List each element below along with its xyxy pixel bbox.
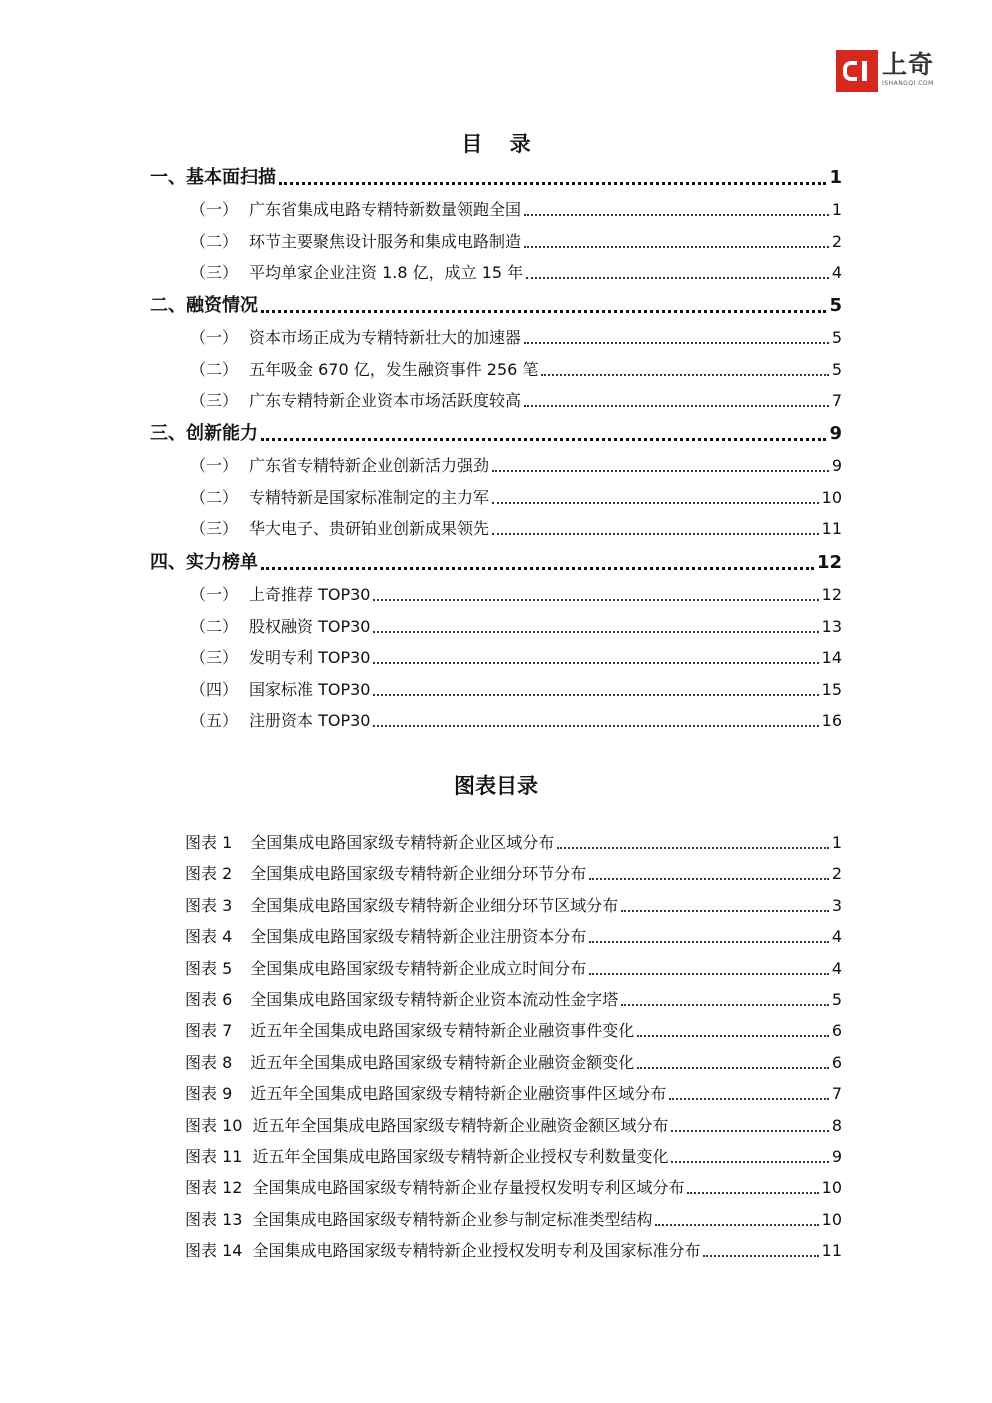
toc-subsection-text: 上奇推荐 TOP30 <box>249 585 371 604</box>
toc-page-number: 16 <box>821 711 842 730</box>
dot-leader <box>671 1161 828 1163</box>
toc-subsection-label <box>190 517 489 541</box>
toc-page-number: 12 <box>816 552 842 573</box>
toc-subsection-entry[interactable] <box>190 646 842 670</box>
figure-title: 近五年全国集成电路国家级专精特新企业融资金额区域分布 <box>252 1115 669 1135</box>
figure-title: 全国集成电路国家级专精特新企业区域分布 <box>250 833 555 852</box>
figure-label <box>185 1082 666 1106</box>
toc-subsection-label <box>190 198 521 222</box>
toc-subsection-number: （二） <box>190 231 239 251</box>
figure-label <box>185 862 586 886</box>
figure-number: 图表 13 <box>185 1209 243 1229</box>
toc-subsection-entry[interactable] <box>190 358 842 382</box>
figure-page-number: 4 <box>831 958 842 978</box>
toc-subsection-number: （一） <box>190 585 239 604</box>
figure-number: 图表 3 <box>185 895 233 915</box>
figure-title: 全国集成电路国家级专精特新企业存量授权发明专利区域分布 <box>252 1178 685 1198</box>
toc-subsection-label <box>190 326 521 350</box>
toc-subsection-number: （五） <box>190 711 239 730</box>
toc-subsection-label <box>190 230 521 254</box>
dot-leader <box>541 374 828 376</box>
dot-leader <box>492 470 829 472</box>
figure-page-number: 9 <box>831 1147 842 1166</box>
figure-label <box>185 988 618 1012</box>
figure-label <box>185 1145 668 1169</box>
figure-page-number: 11 <box>821 1241 842 1261</box>
toc-subsection-label <box>190 486 489 510</box>
dot-leader <box>526 277 829 279</box>
figure-page-number: 10 <box>821 1209 842 1229</box>
figure-page-number: 3 <box>831 895 842 915</box>
toc-subsection-text: 环节主要聚焦设计服务和集成电路制造 <box>249 231 522 251</box>
toc-subsection-text: 股权融资 TOP30 <box>249 616 371 636</box>
toc-page-number: 11 <box>821 519 842 538</box>
dot-leader <box>261 438 826 441</box>
dot-leader <box>669 1098 829 1100</box>
figure-number: 图表 11 <box>185 1147 243 1166</box>
toc-subsection-label <box>190 454 489 478</box>
figure-title: 全国集成电路国家级专精特新企业资本流动性金字塔 <box>250 990 619 1009</box>
dot-leader <box>373 694 818 696</box>
toc-subsection-entry[interactable] <box>190 198 842 222</box>
company-logo <box>836 50 934 92</box>
dot-leader <box>687 1192 818 1194</box>
toc-subsection-entry[interactable] <box>190 583 842 607</box>
figure-title: 近五年全国集成电路国家级专精特新企业融资金额变化 <box>250 1052 635 1072</box>
toc-page-number: 2 <box>831 231 842 251</box>
toc-section-label: 四、实力榜单 <box>150 552 258 573</box>
dot-leader <box>557 847 829 849</box>
figure-entry[interactable] <box>185 894 842 918</box>
toc-subsection-entry[interactable] <box>190 517 842 541</box>
toc-page-number: 5 <box>831 359 842 379</box>
toc-page-number: 1 <box>831 200 842 219</box>
toc-subsection-number: （一） <box>190 200 239 219</box>
toc-subsection-label <box>190 583 370 607</box>
toc-subsection-text: 广东省集成电路专精特新数量领跑全国 <box>249 200 522 219</box>
toc-subsection-label <box>190 261 523 285</box>
toc-subsection-text: 专精特新是国家标准制定的主力军 <box>249 487 490 507</box>
dot-leader <box>524 405 829 407</box>
toc-subsection-label <box>190 709 370 733</box>
dot-leader <box>637 1035 829 1037</box>
toc-section-entry[interactable] <box>150 551 842 575</box>
dot-leader <box>589 878 829 880</box>
figure-entry[interactable] <box>185 925 842 949</box>
dot-leader <box>261 310 826 313</box>
toc-subsection-entry[interactable] <box>190 261 842 285</box>
toc-subsection-label <box>190 646 370 670</box>
figure-number: 图表 7 <box>185 1021 233 1041</box>
toc-section-label: 二、融资情况 <box>150 295 258 316</box>
toc-subsection-entry[interactable] <box>190 326 842 350</box>
toc-subsection-entry[interactable] <box>190 230 842 254</box>
toc-section-label: 三、创新能力 <box>150 423 258 444</box>
figure-entry[interactable] <box>185 1114 842 1138</box>
toc-subsection-entry[interactable] <box>190 454 842 478</box>
toc-page-number: 4 <box>831 263 842 282</box>
figure-number: 图表 6 <box>185 990 233 1009</box>
dot-leader <box>621 1004 829 1006</box>
figure-number: 图表 2 <box>185 864 233 884</box>
logo-domain: ISHANGQI.COM <box>882 80 934 87</box>
figure-entry[interactable] <box>185 1082 842 1106</box>
toc-section-entry[interactable] <box>150 422 842 446</box>
toc-page-number: 13 <box>821 616 842 636</box>
toc-section-entry[interactable] <box>150 166 842 190</box>
dot-leader <box>655 1224 818 1226</box>
dot-leader <box>373 662 818 664</box>
figure-label <box>185 1114 668 1138</box>
figure-title: 全国集成电路国家级专精特新企业授权发明专利及国家标准分布 <box>252 1241 701 1261</box>
toc-subsection-entry[interactable] <box>190 678 842 702</box>
figure-label <box>185 1051 634 1075</box>
toc-subsection-label <box>190 358 538 382</box>
figure-title: 近五年全国集成电路国家级专精特新企业融资事件变化 <box>250 1021 635 1041</box>
figure-label <box>185 894 618 918</box>
figure-entry[interactable] <box>185 1208 842 1232</box>
toc-subsection-text: 五年吸金 670 亿，发生融资事件 256 笔 <box>249 359 539 379</box>
figure-title: 全国集成电路国家级专精特新企业细分环节分布 <box>250 864 587 884</box>
toc-subsection-number: （一） <box>190 328 239 347</box>
figure-title: 近五年全国集成电路国家级专精特新企业授权专利数量变化 <box>252 1147 669 1166</box>
dot-leader <box>261 567 814 570</box>
dot-leader <box>492 533 819 535</box>
figure-page-number: 2 <box>831 864 842 884</box>
logo-text: 上奇 <box>882 50 935 79</box>
figure-title: 近五年全国集成电路国家级专精特新企业融资事件区域分布 <box>250 1084 667 1104</box>
toc-subsection-text: 注册资本 TOP30 <box>249 711 371 730</box>
figure-label <box>185 1239 700 1263</box>
dot-leader <box>524 214 829 216</box>
dot-leader <box>589 941 829 943</box>
toc-subsection-text: 国家标准 TOP30 <box>249 679 371 699</box>
figure-page-number: 6 <box>831 1021 842 1041</box>
toc-section-label: 一、基本面扫描 <box>150 167 276 188</box>
figure-number: 图表 8 <box>185 1052 233 1072</box>
figure-label <box>185 1208 652 1232</box>
figure-entry[interactable] <box>185 1019 842 1043</box>
toc-subsection-number: （三） <box>190 263 239 282</box>
figure-entry[interactable] <box>185 1176 842 1200</box>
toc-subsection-number: （三） <box>190 391 239 410</box>
figure-title: 全国集成电路国家级专精特新企业参与制定标准类型结构 <box>252 1209 653 1229</box>
toc-subsection-label <box>190 615 370 639</box>
toc-subsection-text: 平均单家企业注资 1.8 亿，成立 15 年 <box>249 263 524 282</box>
dot-leader <box>373 631 818 633</box>
dot-leader <box>524 342 829 344</box>
figure-entry[interactable] <box>185 988 842 1012</box>
toc-subsection-number: （一） <box>190 456 239 475</box>
toc-subsection-number: （二） <box>190 616 239 636</box>
dot-leader <box>373 725 818 727</box>
figure-page-number: 1 <box>831 833 842 852</box>
dot-leader <box>279 182 826 185</box>
figure-title: 全国集成电路国家级专精特新企业细分环节区域分布 <box>250 895 619 915</box>
toc-subsection-text: 广东专精特新企业资本市场活跃度较高 <box>249 391 522 410</box>
toc-page-number: 5 <box>831 328 842 347</box>
figure-page-number: 7 <box>831 1084 842 1104</box>
toc-subsection-number: （四） <box>190 679 239 699</box>
figure-title: 全国集成电路国家级专精特新企业注册资本分布 <box>250 927 587 947</box>
dot-leader <box>524 246 829 248</box>
dot-leader <box>373 599 818 601</box>
figure-label <box>185 831 554 855</box>
dot-leader <box>492 502 819 504</box>
figure-entry[interactable] <box>185 1239 842 1263</box>
toc-page-number: 5 <box>829 295 842 316</box>
figure-page-number: 6 <box>831 1052 842 1072</box>
toc-subsection-text: 华大电子、贵研铂业创新成果领先 <box>249 519 490 538</box>
figure-entry[interactable] <box>185 862 842 886</box>
figure-entry[interactable] <box>185 957 842 981</box>
figure-title: 全国集成电路国家级专精特新企业成立时间分布 <box>250 958 587 978</box>
toc-page-number: 15 <box>821 679 842 699</box>
toc-page-number: 1 <box>829 167 842 188</box>
figure-list-title: 图表目录 <box>454 774 538 798</box>
figure-number: 图表 1 <box>185 833 233 852</box>
figure-entry[interactable] <box>185 1145 842 1169</box>
toc-page-number: 14 <box>821 648 842 667</box>
dot-leader <box>637 1067 829 1069</box>
figure-label <box>185 1176 684 1200</box>
figure-label <box>185 1019 634 1043</box>
toc-subsection-entry[interactable] <box>190 486 842 510</box>
toc-subsection-entry[interactable] <box>190 615 842 639</box>
figure-number: 图表 4 <box>185 927 233 947</box>
toc-subsection-number: （二） <box>190 487 239 507</box>
toc-section-entry[interactable] <box>150 294 842 318</box>
toc-subsection-number: （二） <box>190 359 239 379</box>
toc-page-number: 10 <box>821 487 842 507</box>
toc-subsection-number: （三） <box>190 648 239 667</box>
toc-page-number: 9 <box>829 423 842 444</box>
dot-leader <box>621 910 829 912</box>
toc-page-number: 12 <box>821 585 842 604</box>
toc-subsection-label <box>190 678 370 702</box>
figure-page-number: 4 <box>831 927 842 947</box>
figure-number: 图表 12 <box>185 1178 243 1198</box>
figure-entry[interactable] <box>185 1051 842 1075</box>
figure-label <box>185 957 586 981</box>
figure-page-number: 10 <box>821 1178 842 1198</box>
figure-label <box>185 925 586 949</box>
figure-page-number: 8 <box>831 1115 842 1135</box>
toc-title: 目 录 <box>461 132 541 156</box>
toc-subsection-number: （三） <box>190 519 239 538</box>
toc-subsection-label <box>190 389 521 413</box>
toc-subsection-text: 广东省专精特新企业创新活力强劲 <box>249 456 490 475</box>
dot-leader <box>671 1130 828 1132</box>
toc-page-number: 7 <box>831 391 842 410</box>
logo-mark-icon <box>836 50 878 92</box>
toc-subsection-entry[interactable] <box>190 389 842 413</box>
toc-subsection-entry[interactable] <box>190 709 842 733</box>
figure-entry[interactable] <box>185 831 842 855</box>
figure-number: 图表 14 <box>185 1241 243 1261</box>
dot-leader <box>703 1255 818 1257</box>
figure-number: 图表 10 <box>185 1115 243 1135</box>
toc-subsection-text: 发明专利 TOP30 <box>249 648 371 667</box>
figure-page-number: 5 <box>831 990 842 1009</box>
figure-number: 图表 5 <box>185 958 233 978</box>
figure-number: 图表 9 <box>185 1084 233 1104</box>
toc-page-number: 9 <box>831 456 842 475</box>
toc-subsection-text: 资本市场正成为专精特新壮大的加速器 <box>249 328 522 347</box>
dot-leader <box>589 973 829 975</box>
